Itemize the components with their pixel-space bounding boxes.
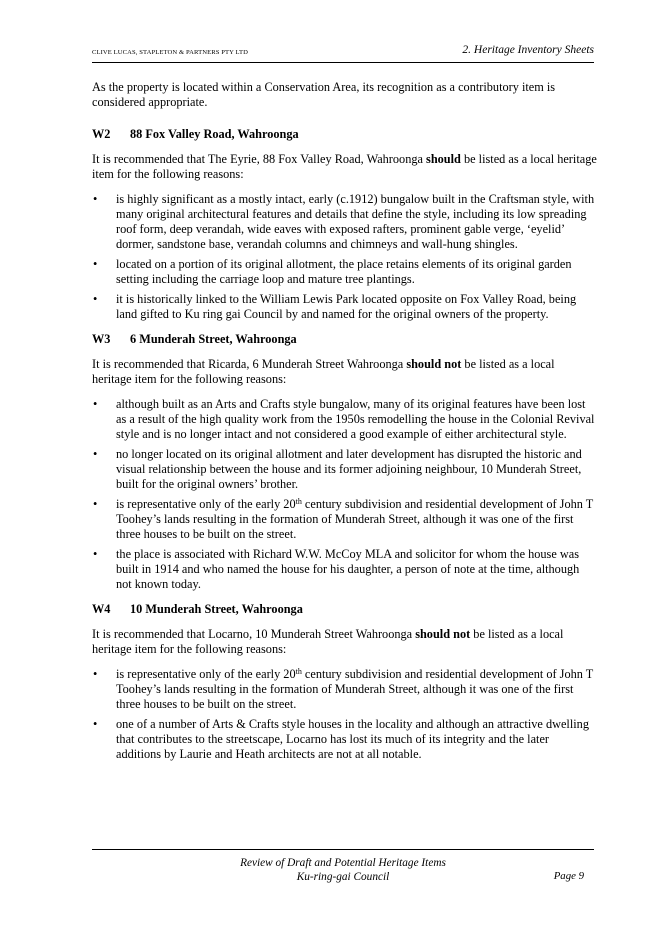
bullet-icon: • <box>93 717 98 731</box>
lead-text: It is recommended that The Eyrie, 88 Fox Valley Road, Wahroonga <box>92 152 427 166</box>
list-item-text: is highly significant as a mostly intact, early (c.1912) bungalow built in the Craftsman style, with many original architectural features and details that define the style, including its low spreading roof form, deep verandah, wide eaves with exposed rafters, prominent gable verge, ‘eyelid’ dormer, sandstone base, verandah columns and chimneys and wall-hung shingles. <box>116 192 595 251</box>
list-item <box>92 447 597 492</box>
section-heading <box>92 602 597 617</box>
list-item-text: located on a portion of its original allotment, the place retains elements of its original garden setting including the carriage loop and mature tree plantings. <box>116 257 572 286</box>
list-item-text: century subdivision and residential development of John T Toohey’s lands resulting in the formation of Munderah Street, although it was one of the first three houses to be built on the street. <box>116 667 594 711</box>
list-item-text: although built as an Arts and Crafts style bungalow, many of its original features have been lost as a result of the high quality work from the 1950s remodelling the house in the Colonial Revival style and is no longer intact and not considered a good example of either architectural style. <box>116 397 595 441</box>
list-item <box>92 717 597 762</box>
lead-text: It is recommended that Locarno, 10 Munderah Street Wahroonga <box>92 627 416 641</box>
section-title: 10 Munderah Street, Wahroonga <box>130 602 303 616</box>
list-item <box>92 292 597 322</box>
bullet-icon: • <box>93 667 98 681</box>
lead-text: It is recommended that Ricarda, 6 Munderah Street Wahroonga <box>92 357 407 371</box>
bullet-icon: • <box>93 192 98 206</box>
section-title: 88 Fox Valley Road, Wahroonga <box>130 127 299 141</box>
footer-line-1: Review of Draft and Potential Heritage Items <box>240 857 446 869</box>
lead-text: be listed as a local heritage item for the following reasons: <box>92 357 555 386</box>
ordinal-suffix: th <box>295 667 302 676</box>
lead-text: be listed as a local heritage item for the following reasons: <box>92 152 597 181</box>
footer-line-2: Ku-ring-gai Council <box>296 871 390 883</box>
page-footer <box>92 849 594 883</box>
list-item-text: the place is associated with Richard W.W. McCoy MLA and solicitor for whom the house was built in 1914 and who named the house for his daughter, a person of note at the time, although not known today. <box>116 547 580 591</box>
section-lead <box>92 627 597 657</box>
page-header <box>92 44 594 63</box>
section-lead <box>92 152 597 182</box>
lead-emphasis: should not <box>415 627 471 641</box>
bullet-icon: • <box>93 257 98 271</box>
bullet-icon: • <box>93 447 98 461</box>
list-item <box>92 192 597 252</box>
bullet-icon: • <box>93 547 98 561</box>
list-item-text: is representative only of the early 20 <box>116 667 296 681</box>
ordinal-suffix: th <box>295 497 302 506</box>
list-item-text: it is historically linked to the William Lewis Park located opposite on Fox Valley Road, being land gifted to Ku ring gai Council by and named for the original owners of the property. <box>116 292 577 321</box>
lead-text: be listed as a local heritage item for the following reasons: <box>92 627 564 656</box>
list-item <box>92 547 597 592</box>
page-number: Page 9 <box>553 870 584 882</box>
section-code: W4 <box>92 602 111 616</box>
section-w2 <box>92 127 597 322</box>
bullet-icon: • <box>93 497 98 511</box>
list-item-text: century subdivision and residential development of John T Toohey’s lands resulting in the formation of Munderah Street, although it was one of the first three houses to be built on the street. <box>116 497 594 541</box>
intro-paragraph: As the property is located within a Conservation Area, its recognition as a contributory item is considered appropriate. <box>92 80 556 109</box>
section-title: 6 Munderah Street, Wahroonga <box>130 332 297 346</box>
footer-title <box>92 856 594 884</box>
list-item <box>92 667 597 712</box>
section-code: W3 <box>92 332 111 346</box>
list-item <box>92 397 597 442</box>
list-item-text: one of a number of Arts & Crafts style houses in the locality and although an attractive dwelling that contributes to the streetscape, Locarno has lost its much of its integrity and the later additions by Laurie and Heath architects are not at all notable. <box>116 717 589 761</box>
header-section-title: 2. Heritage Inventory Sheets <box>462 44 594 56</box>
list-item <box>92 257 597 287</box>
reasons-list <box>92 192 597 322</box>
section-code: W2 <box>92 127 111 141</box>
reasons-list <box>92 667 597 762</box>
page-body <box>92 80 597 772</box>
reasons-list <box>92 397 597 592</box>
section-heading <box>92 332 597 347</box>
list-item-text: is representative only of the early 20 <box>116 497 296 511</box>
section-w4 <box>92 602 597 762</box>
header-firm-name: CLIVE LUCAS, STAPLETON & PARTNERS PTY LTD <box>92 49 249 56</box>
bullet-icon: • <box>93 397 98 411</box>
list-item-text: no longer located on its original allotment and later development has disrupted the historic and visual relationship between the house and its former adjoining neighbour, 10 Munderah Street, built for the original owners’ brother. <box>116 447 582 491</box>
bullet-icon: • <box>93 292 98 306</box>
section-w3 <box>92 332 597 592</box>
lead-emphasis: should not <box>406 357 462 371</box>
section-lead <box>92 357 597 387</box>
lead-emphasis: should <box>426 152 461 166</box>
section-heading <box>92 127 597 142</box>
list-item <box>92 497 597 542</box>
